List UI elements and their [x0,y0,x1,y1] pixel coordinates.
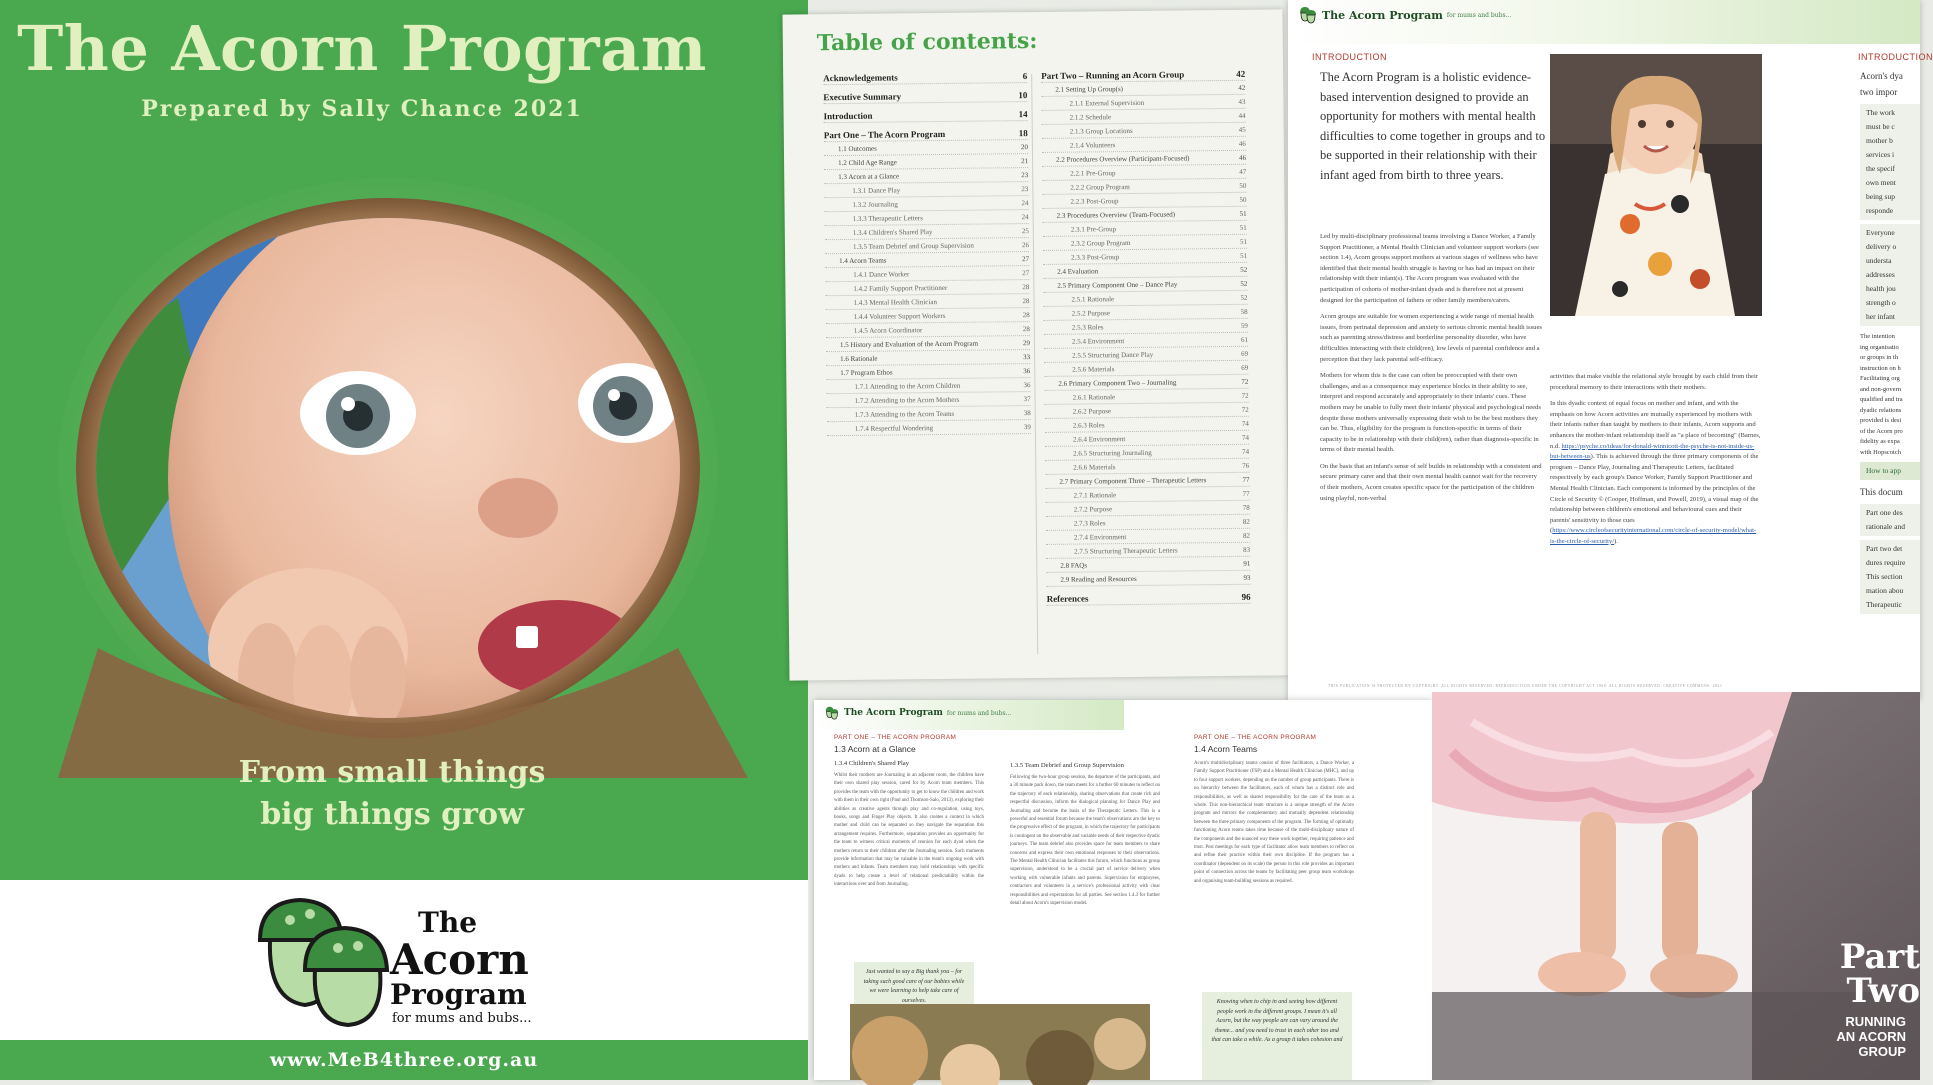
side-line-2: two impor [1860,87,1898,97]
toc-entry-page: 26 [1021,241,1029,250]
fragment-line: Part one des [1866,508,1903,517]
intro-col1-p1: Led by multi-disciplinary professional teams involving a Dance Worker, a Family Support Practitioner, a Mental Health Clinician and volunteer support workers (see section 1.4), Acorn groups support mothers at various stages of wellness who have identified that their mental health struggle is having or has had an impact on their relationship with their infant(s). The Acorn program was evaluated with the participation of cohorts of mother-infant dyads and is therefore not at present designed for the participation of fathers or other family members/carers. [1320,233,1539,304]
toc-entry-page: 28 [1022,311,1030,320]
toc-entry[interactable] [825,240,1029,254]
toc-entry[interactable] [1043,251,1247,265]
toc-entry-page: 27 [1022,269,1030,278]
toc-entry-page: 77 [1242,475,1250,484]
side-heading-how-to: How to app [1860,462,1920,480]
toc-entry[interactable] [1045,461,1249,475]
toc-entry[interactable] [1046,489,1250,503]
fragment-line: Therapeutic [1866,600,1902,609]
toc-entry[interactable] [1042,181,1246,195]
cover-tagline [0,752,784,836]
toc-entry-page: 74 [1241,433,1250,442]
toc-entry-page: 36 [1023,381,1031,390]
fragment-line: instruction on h [1860,364,1901,372]
toc-entry-label: 2.6 Primary Component Two – Journaling [1058,378,1177,388]
toc-entry-label: 2.6.4 Environment [1072,435,1126,444]
toc-entry-label: 2.2.1 Pre-Group [1070,169,1116,178]
intro-column-1 [1320,232,1542,510]
intro-col2-p2-text: In this dyadic context of equal focus on mother and infant, and with the emphasis on how Acorn activities are mutually experienced by mothers with their infants rather than taught by mothers to their infants, Acorn supports and enhances the mother-infant relationship itself as "a place of becoming" (Barnes, n.d. [1550,400,1761,450]
logo-line-acorn: Acorn [390,935,529,984]
toc-column-right [1041,62,1251,608]
toc-entry-page: 6 [1022,71,1028,82]
fragment-line: dures require [1866,558,1906,567]
toc-entry-page: 76 [1242,461,1250,470]
toc-entry-label: 2.2.2 Group Program [1070,183,1130,192]
toc-entry[interactable] [1041,83,1245,97]
psyche-link[interactable]: https://psyche.co/ideas/for-donald-winnicott-the-psyche-is-not-inside-us-but-between-us [1550,442,1755,461]
toc-entry-label: 1.7.3 Attending to the Acorn Teams [854,409,955,419]
toc-entry-label: 1.3 Acorn at a Glance [838,172,900,182]
toc-entry-page: 51 [1239,223,1247,232]
fragment-line: mation abou [1866,586,1904,595]
toc-entry-page: 42 [1236,68,1246,79]
toc-entry[interactable] [825,212,1029,226]
fragment-line: strength o [1866,298,1896,307]
toc-entry-label: 1.4 Acorn Teams [839,256,887,266]
toc-entry-page: 18 [1018,128,1028,139]
side-line-doc: This docum [1860,487,1903,497]
toc-entry-page: 51 [1239,237,1247,246]
toc-entry[interactable] [1047,592,1251,606]
toc-entry-label: 1.3.1 Dance Play [852,186,901,195]
toc-entry-page: 91 [1243,559,1251,568]
children-photo [850,1004,1150,1080]
toc-entry-label: 2.7.1 Rationale [1073,491,1117,500]
fragment-line: mother b [1866,136,1893,145]
intro-col2-p1: activities that make visible the relational style brought by each child from their procedural memory to their interactions with their mothers. [1550,373,1759,391]
toc-entry[interactable] [1044,307,1248,321]
toc-entry-page: 10 [1018,90,1028,101]
intro-col2-p3-text: ). This is achieved through the three primary components of the program – Dance Play, Journaling and Therapeutic Letters, facilitated respectively by each group's Dance Worker, Family Support Practitioner and Mental Health Clinician. Each component is informed by the principles of the Circle of Security © (Cooper, Hoffman, and Powell, 2019), a visual map of the relationship between children's emotional and behavioural cues and their parents' sensitivity to those cues ( [1550,453,1759,535]
fragment-line: dyadic relations [1860,406,1902,414]
section-body-1-4: Acorn's multidisciplinary teams consist of three facilitators, a Dance Worker, a Family Support Practitioner (FSP) and a Mental Health Clinician (MHC), and up to four support workers, depending on the number of group participants. There is no hierarchy between the facilitators, each of whom has a distinct role and responsibilities, as well as shared responsibility for the care of the team as a whole. This non-hierarchical team structure is a unique strength of the Acorn program and mirrors the complementary and mutually dependent relationship between the three primary components of the program. The forming of optimally functioning Acorn teams takes time because of the multi-disciplinary nature of the components and the nuanced way these work together, requiring patience and trust. Post meetings for each type of facilitator allow team members to reflect on and refine their practice within their own discipline. If the program has a coordinator (dependent on its scale) the person in this role provides an important point of connection across the teams by facilitating peer group team workshops and organising team-building sessions as required. [1194,761,1354,884]
toc-entry[interactable] [827,394,1031,408]
circle-of-security-link[interactable]: https://www.circleofsecurityinternational.com/circle-of-security-model/what-is-the-circle-of-security/ [1550,527,1757,545]
toc-entry-page: 61 [1240,335,1248,344]
toc-entry[interactable] [825,296,1029,310]
toc-entry-label: 1.4.5 Acorn Coordinator [853,326,923,335]
fragment-line: The intention [1860,333,1895,340]
toc-entry-page: 24 [1021,199,1029,208]
toc-entry-label: 2.7.3 Roles [1073,519,1106,528]
cover-title: The Acorn Program [17,12,707,85]
page-header-title: The Acorn Program [1322,8,1443,22]
toc-entry[interactable] [1045,433,1249,447]
acorn-logo-icon [260,900,387,1025]
toc-entry[interactable] [1042,153,1246,167]
team-quote: Knowing when to chip in and seeing how different people work in the different groups. I mean it's all Acorn, but the way people are can vary around the theme... and you need to trust in each other too and that can take a while. As a group it takes cohesion and [1202,992,1352,1080]
toc-entry[interactable] [1043,265,1247,279]
page-footer-copyright: THIS PUBLICATION IS PROTECTED BY COPYRIGHT. ALL RIGHTS RESERVED. REPRODUCTION UNDER THE COPYRIGHT ACT 1968. ALL RIGHTS RESERVED. CREATIVE COMMONS. 2021 [1328,684,1723,688]
toc-entry[interactable] [1046,545,1250,559]
side-paragraph [1860,332,1920,458]
cover-website-url[interactable]: www.MeB4three.org.au [0,1040,808,1080]
toc-entry-page: 93 [1243,573,1251,582]
toc-entry[interactable] [1044,321,1248,335]
fragment-line: The work [1866,108,1895,117]
toc-entry-page: 82 [1242,517,1250,526]
intro-col1-p4: On the basis that an infant's sense of self builds in relationship with a consistent and secure primary carer and that their own mental health cannot wait for the recovery of their mothers, Acorn creates specific space for the participation of the children using playful, non-verbal [1320,462,1542,502]
toc-entry-page: 43 [1238,97,1246,106]
toc-entry-label: 2.4 Evaluation [1057,267,1099,276]
fragment-line: ing organisatio [1860,343,1899,351]
toc-entry-label: 2.3.1 Pre-Group [1070,225,1117,234]
toc-entry-page: 24 [1021,213,1029,222]
toc-entry-page: 28 [1022,283,1030,292]
toc-entry-label: 1.6 Rationale [840,354,878,364]
toc-entry[interactable] [1046,559,1250,573]
fragment-line: addresses [1866,270,1895,279]
toc-entry[interactable] [824,156,1028,170]
toc-entry-page: 50 [1239,181,1247,190]
toc-entry[interactable] [827,408,1031,422]
toc-entry[interactable] [824,170,1028,184]
quote-1-text: Just wanted to say a Big thank you – for taking such good care of our babies while we were learning to help take care of ourselves. [863,969,965,1004]
toc-entry[interactable] [1045,405,1249,419]
toc-entry[interactable] [1046,517,1250,531]
page-header-logo [1298,6,1511,24]
tagline-line-1: From small things [238,755,546,790]
side-callout-3 [1860,504,1920,536]
fragment-line: or groups in th [1860,354,1899,361]
toc-entry[interactable] [1043,223,1247,237]
subsection-title-1-3-5: 1.3.5 Team Debrief and Group Supervision [1010,762,1124,769]
toc-entry-label: 2.5.4 Environment [1071,337,1125,346]
toc-entry[interactable] [826,310,1030,324]
toc-entry-label: Part Two – Running an Acorn Group [1041,69,1185,81]
toc-entry[interactable] [824,184,1028,198]
toc-entry-page: 29 [1022,339,1031,348]
fragment-line: health jou [1866,284,1896,293]
fragment-line: provided is desi [1860,417,1902,424]
table-of-contents-page [783,9,1290,680]
toc-entry-page: 28 [1022,297,1030,306]
toddler-photo [1550,54,1762,316]
toc-entry[interactable] [825,254,1029,268]
report-cover [0,0,808,1080]
toc-entry-label: 1.5 History and Evaluation of the Acorn Program [839,339,979,350]
fragment-line: This section [1866,572,1903,581]
toc-entry-label: 2.5.2 Purpose [1071,309,1111,318]
toc-divider [1031,74,1038,654]
toc-entry-page: 72 [1241,405,1249,414]
toc-entry-label: 2.1 Setting Up Group(s) [1055,85,1124,94]
fragment-line: Facilitating org [1860,375,1900,382]
toc-entry-label: 2.6.1 Rationale [1072,393,1116,402]
page-header-logo [824,706,1011,720]
toc-entry[interactable] [824,142,1028,156]
intro-right-page-fragment [1860,68,1920,618]
toc-entry-label: 1.7 Program Ethos [840,368,893,378]
fragment-line: of the Acorn pro [1860,427,1903,435]
toc-entry[interactable] [1046,503,1250,517]
toc-entry-label: 1.4.4 Volunteer Support Workers [853,311,946,321]
toc-entry-label: 2.3.3 Post-Group [1071,253,1120,262]
toc-entry[interactable] [1042,111,1246,125]
toc-entry-page: 38 [1023,409,1031,418]
part-two-title [1839,937,1920,1011]
toc-entry-label: 2.2 Procedures Overview (Participant-Focused) [1056,154,1190,164]
toc-entry-label: 2.9 Reading and Resources [1060,574,1137,584]
toc-entry-page: 59 [1240,321,1248,330]
toc-entry[interactable] [1042,195,1246,209]
toc-entry[interactable] [827,422,1031,436]
toc-entry-label: 2.3 Procedures Overview (Team-Focused) [1056,210,1176,220]
logo-line-the: The [418,906,478,939]
toc-entry-label: 1.4.3 Mental Health Clinician [853,298,937,307]
toc-entry-page: 82 [1242,531,1251,540]
toc-entry-page: 52 [1240,265,1248,274]
intro-col2-p2 [1550,399,1762,547]
side-line-1: Acorn's dya [1860,71,1903,81]
toc-entry-page: 45 [1238,125,1246,134]
toc-entry-page: 96 [1241,591,1251,602]
toc-entry-page: 51 [1239,209,1247,218]
toc-entry[interactable] [1045,419,1249,433]
toc-entry-label: 1.1 Outcomes [837,144,877,154]
toc-entry-page: 51 [1240,251,1248,260]
toc-entry[interactable] [825,226,1029,240]
acorn-mini-icon [1298,6,1318,24]
toc-entry-page: 77 [1242,489,1250,498]
toc-entry-page: 42 [1238,83,1246,92]
toc-entry-page: 83 [1243,545,1251,554]
toc-entry-page: 69 [1241,363,1249,372]
toc-entry[interactable] [1042,125,1246,139]
intro-column-2 [1550,372,1762,554]
toc-entry-label: 2.2.3 Post-Group [1070,197,1119,206]
subsection-title-1-3-4: 1.3.4 Children's Shared Play [834,760,909,767]
toc-entry-label: 2.7.5 Structuring Therapeutic Letters [1074,546,1178,556]
toc-entry[interactable] [825,268,1029,282]
toc-entry[interactable] [826,366,1030,380]
toc-entry[interactable] [1043,209,1247,223]
toc-entry-page: 36 [1023,367,1031,376]
intro-col1-p3: Mothers for whom this is the case can often be preoccupied with their own challenges, and as a consequence may experience blocks in their ability to see, interpret and respond accurately and appropriately to their infants' cues. These mothers may be unable to fully meet their infants' physical and psychological needs despite these mothers universally expressing their wish to be the best mothers they can be. Thus, eligibility for the program is function-specific in terms of their capacity to be in relationship with their child(ren), rather than diagnosis-specific in terms of their mental health. [1320,372,1541,454]
toc-entry-page: 37 [1023,395,1031,404]
toc-entry[interactable] [825,282,1029,296]
toc-entry-page: 14 [1018,109,1028,120]
part-one-spread [814,700,1432,1080]
side-callout-2 [1860,224,1920,326]
subsection-body-1-3-5: Following the two-hour group session, the departure of the participants, and a 30 minute pack down, the team meets for a further 60 minutes to reflect on the trajectory of each relationship, sharing observations that create rich and respectful discussion, inform the dialogical planning for Dance Play and Journaling and become the basis of the Therapeutic Letters. This is a powerful and essential forum because the team's observations are the key to the progressive effect of the program, in which the trajectory for participants is contingent on the observable and variable needs of their respective dyadic journeys. The team debrief also provides space for team members to share concerns and express their own emotional responses to their observations. The Mental Health Clinician facilitates this forum, which functions as group supervision, understood to be a crucial part of service delivery when working with vulnerable infants and parents. Supervision for employees, contractors and volunteers in a service's professional activity with clear responsibilities and expectations for all parties. See section 1.4.3 for further detail about Acorn's supervision model. [1010,775,1160,907]
toc-entry-label: 2.7 Primary Component Three – Therapeutic Letters [1059,476,1207,486]
introduction-spread [1288,0,1933,700]
toc-entry-label: Acknowledgements [823,72,898,84]
side-callout-1 [1860,104,1920,220]
toc-entry-page: 74 [1241,419,1249,428]
toc-entry-page: 46 [1239,153,1247,162]
toc-heading: Table of contents: [816,27,1038,57]
toc-entry-label: 2.6.2 Purpose [1072,407,1112,416]
intro-col2-p4-text: ). [1614,537,1618,545]
toc-entry[interactable] [1044,377,1248,391]
toc-entry-page: 21 [1021,157,1029,166]
fragment-line: with Hopscotch [1860,448,1901,456]
toc-entry-label: 1.3.4 Children's Shared Play [852,228,933,237]
toc-entry-label: 2.5.1 Rationale [1071,295,1115,304]
toc-entry[interactable] [824,198,1028,212]
fragment-line: the specif [1866,164,1895,173]
fragment-line: own ment [1866,178,1896,187]
toc-entry-label: 1.3.2 Journaling [852,200,898,209]
toc-entry-page: 69 [1241,349,1249,358]
toc-entry-label: 1.3.5 Team Debrief and Group Supervision [852,241,974,251]
part-two-subtitle-line-3: GROUP [1858,1044,1906,1059]
toc-entry[interactable] [824,128,1028,142]
toc-entry-label: 1.7.4 Respectful Wondering [854,424,934,433]
toc-entry-page: 74 [1242,447,1250,456]
toc-entry[interactable] [823,90,1027,104]
toc-entry-page: 28 [1022,325,1030,334]
toc-entry-page: 27 [1022,255,1030,264]
toc-entry-label: 1.3.3 Therapeutic Letters [852,214,923,223]
toc-entry-label: Part One – The Acorn Program [823,128,946,141]
toc-entry-label: 2.5.3 Roles [1071,323,1104,332]
part-two-subtitle-line-1: RUNNING [1845,1014,1906,1029]
fragment-line: fidelity as expa [1860,438,1900,445]
toc-entry-label: Executive Summary [823,91,902,103]
toc-entry-label: 2.6.6 Materials [1073,463,1116,472]
toc-entry[interactable] [826,324,1030,338]
fragment-line: qualified and tra [1860,396,1903,403]
toc-entry-label: 2.1.3 Group Locations [1069,126,1133,136]
acorn-program-logo [250,890,550,1030]
toc-entry[interactable] [1045,391,1249,405]
toc-entry[interactable] [826,380,1030,394]
part-two-title-line-2: Two [1846,971,1920,1011]
toc-entry-label: 2.6.3 Roles [1072,421,1105,430]
side-callout-4 [1860,540,1920,614]
toc-entry[interactable] [1043,279,1247,293]
toc-entry-page: 23 [1021,185,1029,194]
toc-entry-label: 2.1.2 Schedule [1069,113,1112,122]
tagline-line-2: big things grow [260,797,524,832]
toc-entry-label: 2.6.5 Structuring Journaling [1073,448,1152,458]
toc-entry-page: 23 [1021,171,1029,180]
toc-entry-label: 2.3.2 Group Program [1070,239,1131,248]
fragment-line: her infant [1866,312,1895,321]
fragment-line: rationale and [1866,522,1905,531]
toc-entry-label: 2.7.2 Purpose [1073,505,1113,514]
toc-entry-page: 78 [1242,503,1250,512]
toc-entry-label: 2.5.6 Materials [1072,365,1115,374]
toc-entry-page: 25 [1021,227,1029,236]
toc-entry[interactable] [1044,349,1248,363]
toc-entry-label: 2.7.4 Environment [1073,533,1127,542]
fragment-line: responde [1866,206,1894,215]
intro-lead-paragraph: The Acorn Program is a holistic evidence-based intervention designed to provide an opportunity for mothers with mental health difficulties to come together in groups and to be supported in their relationship with their infant aged from birth to three years. [1320,70,1546,182]
acorn-mini-icon [824,706,840,720]
part-two-subtitle-line-2: AN ACORN [1836,1029,1906,1044]
section-label-right: PART ONE – THE ACORN PROGRAM [1194,734,1317,741]
toc-entry-page: 47 [1239,167,1247,176]
toc-entry[interactable] [1045,475,1249,489]
fragment-line: must be c [1866,122,1895,131]
logo-line-tagline: for mums and bubs... [392,1011,532,1026]
toc-entry[interactable] [1045,447,1249,461]
logo-line-program: Program [390,978,527,1011]
toc-entry[interactable] [1041,69,1245,83]
toc-entry[interactable] [1043,237,1247,251]
toc-entry-label: 1.2 Child Age Range [838,158,897,168]
toc-entry-label: 2.5 Primary Component One – Dance Play [1057,280,1178,290]
toc-entry[interactable] [1046,573,1250,587]
toc-entry-label: Introduction [823,110,873,122]
part-two-subtitle [1836,1014,1906,1059]
fragment-line: understa [1866,256,1892,265]
fragment-line: being sup [1866,192,1895,201]
toc-entry-page: 44 [1238,111,1246,120]
toc-entry-page: 72 [1241,377,1249,386]
section-title-1-4: 1.4 Acorn Teams [1194,744,1258,754]
page-header-subtitle: for mums and bubs... [1446,11,1512,19]
section-label: PART ONE – THE ACORN PROGRAM [834,734,957,741]
toc-entry-label: 2.5.5 Structuring Dance Play [1072,350,1154,360]
toc-entry[interactable] [1042,167,1246,181]
part-two-title-line-1: Part [1839,937,1920,977]
toc-entry[interactable] [1042,139,1246,153]
toc-entry[interactable] [826,338,1030,352]
fragment-line: and non-govern [1860,385,1901,393]
intro-col1-p2: Acorn groups are suitable for women experiencing a wide range of mental health issues, from perinatal depression and anxiety to serious chronic mental health issues such as parenting stress/distress and borderline personality disorder, who have difficulties interacting with their child(ren), low levels of parental confidence and a perception that they lack parental self-efficacy. [1320,313,1542,363]
toc-entry-page: 72 [1241,391,1249,400]
fragment-line: delivery o [1866,242,1897,251]
toc-entry-label: 2.1.4 Volunteers [1069,141,1116,150]
toc-entry-label: 1.7.2 Attending to the Acorn Mothers [854,395,960,405]
toc-entry-page: 52 [1240,293,1248,302]
fragment-line: services i [1866,150,1895,159]
toc-entry-label: 2.8 FAQs [1060,561,1088,570]
toc-entry-page: 20 [1020,143,1028,152]
toc-entry[interactable] [823,71,1027,85]
cover-baby-photo [58,178,748,778]
toc-entry-label: 1.4.2 Family Support Practitioner [853,283,948,293]
section-label: INTRODUCTION [1312,52,1387,62]
toc-entry-page: 50 [1239,195,1247,204]
fragment-line: Part two det [1866,544,1903,553]
toc-entry[interactable] [1041,97,1245,111]
section-title: 1.3 Acorn at a Glance [834,744,916,754]
toc-entry[interactable] [824,109,1028,123]
cover-subtitle: Prepared by Sally Chance 2021 [141,96,583,122]
subsection-body-1-3-4: Whilst their mothers are Journaling in an adjacent room, the children have their own shared play session, cared for by Acorn team members. This provides the team with the opportunity to get to know the children and work with them in their own right (Paul and Thomson-Salo, 2013), exploring their abilities as creative agents through play and co-regulation, using toys, books, songs and Finger Play objects. It also creates a context in which mother and child can be separated so they navigate the separation this arrangement requires. Furthermore, separation provides an opportunity for the team to witness critical moments of reunion for each dyad when the mothers return to their children after the Journaling session. Such moments provide information that may be valuable in the team's ongoing work with mothers and infants. Team members may hold relationships with specific dyads to help create a level of relational predictability within the interactions over and from Journaling. [834,773,985,888]
page-header-title: The Acorn Program [844,708,943,718]
toc-entry-label: References [1046,593,1089,604]
toc-entry-label: 1.7.1 Attending to the Acorn Children [854,381,961,391]
toc-entry-page: 39 [1023,423,1031,432]
toc-entry[interactable] [1043,293,1247,307]
toc-entry-label: 2.1.1 External Supervision [1069,98,1145,108]
page-header-subtitle: for mums and bubs... [946,709,1012,717]
toc-entry-page: 52 [1240,279,1248,288]
fragment-line: Everyone [1866,228,1895,237]
toc-entry[interactable] [1044,363,1248,377]
toc-entry-page: 58 [1240,307,1248,316]
toc-entry-page: 33 [1023,353,1031,362]
toc-entry[interactable] [1046,531,1250,545]
toc-entry[interactable] [1044,335,1248,349]
toc-column-left [823,64,1031,438]
toc-entry-label: 1.4.1 Dance Worker [853,270,910,279]
toc-entry-page: 46 [1238,139,1246,148]
section-label-right: INTRODUCTION [1858,52,1933,62]
toc-entry[interactable] [826,352,1030,366]
